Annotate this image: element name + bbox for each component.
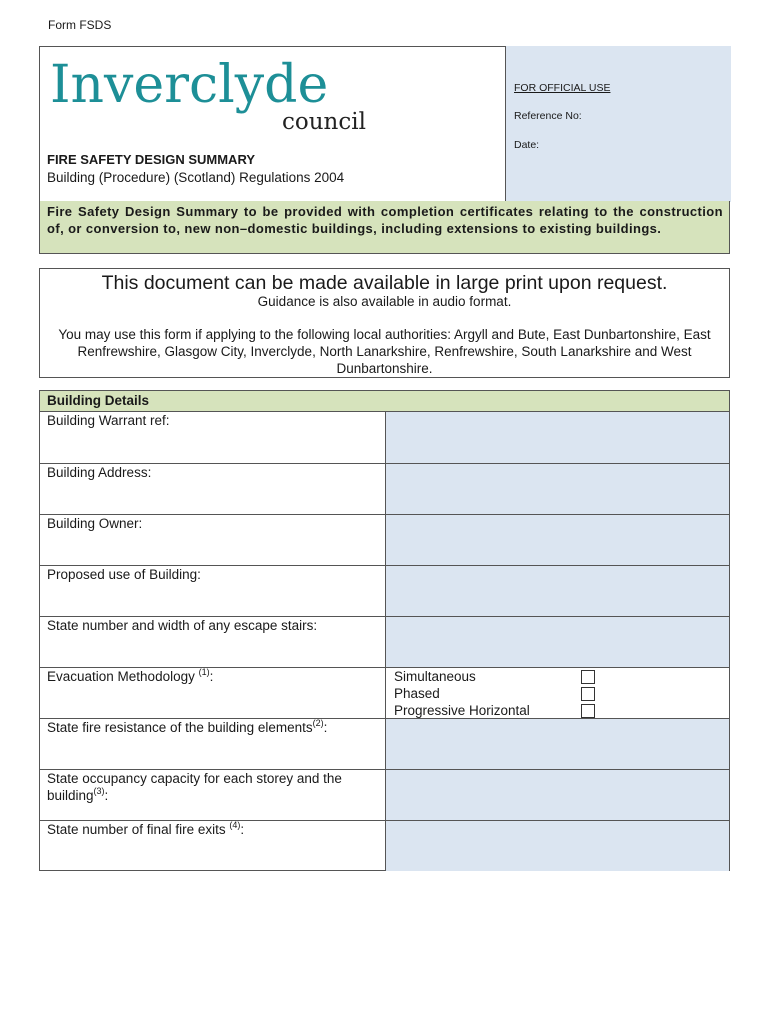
- option-simultaneous-label: Simultaneous: [394, 669, 476, 684]
- progressive-horizontal-checkbox[interactable]: [581, 704, 595, 718]
- label-colon: :: [240, 822, 245, 837]
- label-colon: :: [104, 788, 109, 803]
- footnote-marker: (4): [229, 820, 241, 830]
- table-row: [40, 616, 729, 667]
- local-authorities-notice: You may use this form if applying to the following local authorities: Argyll and Bute, East Dunbartonshire, East Renfrewshire, Glasgow City, Inverclyde, North Lanarkshire, Renfrewshire, South Lanarkshire and West Dunbartonshire.: [58, 327, 711, 376]
- date-field[interactable]: Date:: [514, 139, 540, 151]
- proposed-use-input[interactable]: [385, 566, 729, 616]
- table-row: [40, 463, 729, 514]
- building-details-heading: Building Details: [40, 391, 729, 412]
- table-row: [40, 820, 729, 871]
- table-row: [40, 412, 729, 463]
- table-row: [40, 514, 729, 565]
- document-title: FIRE SAFETY DESIGN SUMMARY: [47, 152, 256, 167]
- logo-subtitle: council: [282, 109, 366, 135]
- official-use-heading: FOR OFFICIAL USE: [514, 82, 611, 94]
- occupancy-label-text: State occupancy capacity for each storey and the building: [47, 771, 342, 803]
- building-warrant-input[interactable]: [385, 412, 729, 463]
- building-owner-input[interactable]: [385, 515, 729, 565]
- label-colon: :: [323, 720, 328, 735]
- official-use-box: [505, 46, 731, 202]
- final-fire-exits-input[interactable]: [385, 821, 729, 871]
- fire-resistance-label-text: State fire resistance of the building elements: [47, 720, 313, 735]
- option-progressive-horizontal-label: Progressive Horizontal: [394, 703, 530, 718]
- evacuation-methodology-label: [47, 668, 377, 685]
- label-colon: :: [209, 669, 214, 684]
- building-details-table: [39, 390, 730, 871]
- evacuation-options: [385, 668, 729, 718]
- building-owner-label: Building Owner:: [47, 516, 143, 531]
- document-subtitle: Building (Procedure) (Scotland) Regulations 2004: [47, 170, 345, 185]
- escape-stairs-label: State number and width of any escape stairs:: [47, 618, 318, 633]
- header-box: [39, 46, 730, 202]
- large-print-notice: This document can be made available in large print upon request.: [101, 272, 668, 294]
- occupancy-capacity-input[interactable]: [385, 770, 729, 820]
- evacuation-label-text: Evacuation Methodology: [47, 669, 199, 684]
- building-warrant-label: Building Warrant ref:: [47, 413, 170, 428]
- occupancy-capacity-label: [47, 770, 372, 804]
- building-address-input[interactable]: [385, 464, 729, 514]
- simultaneous-checkbox[interactable]: [581, 670, 595, 684]
- accessibility-box: [39, 268, 730, 378]
- table-row: [40, 667, 729, 718]
- table-row: [40, 565, 729, 616]
- notice-banner: Fire Safety Design Summary to be provided with completion certificates relating to the construction of, or conversion to, new non–domestic buildings, including extensions to existing buildings.: [39, 201, 730, 254]
- final-exits-label-text: State number of final fire exits: [47, 822, 230, 837]
- escape-stairs-input[interactable]: [385, 617, 729, 667]
- logo-wordmark: Inverclyde: [50, 55, 329, 115]
- reference-number-field[interactable]: Reference No:: [514, 110, 582, 122]
- table-row: [40, 718, 729, 769]
- footnote-marker: (2): [312, 718, 324, 728]
- footnote-marker: (1): [198, 667, 210, 677]
- proposed-use-label: Proposed use of Building:: [47, 567, 201, 582]
- form-code: Form FSDS: [48, 18, 112, 32]
- table-row: [40, 769, 729, 820]
- audio-format-notice: Guidance is also available in audio format.: [257, 294, 512, 309]
- fire-resistance-label: [47, 719, 377, 736]
- fire-resistance-input[interactable]: [385, 719, 729, 769]
- building-address-label: Building Address:: [47, 465, 152, 480]
- phased-checkbox[interactable]: [581, 687, 595, 701]
- footnote-marker: (3): [93, 786, 105, 796]
- option-phased-label: Phased: [394, 686, 440, 701]
- council-logo: [50, 55, 366, 135]
- final-fire-exits-label: [47, 821, 377, 838]
